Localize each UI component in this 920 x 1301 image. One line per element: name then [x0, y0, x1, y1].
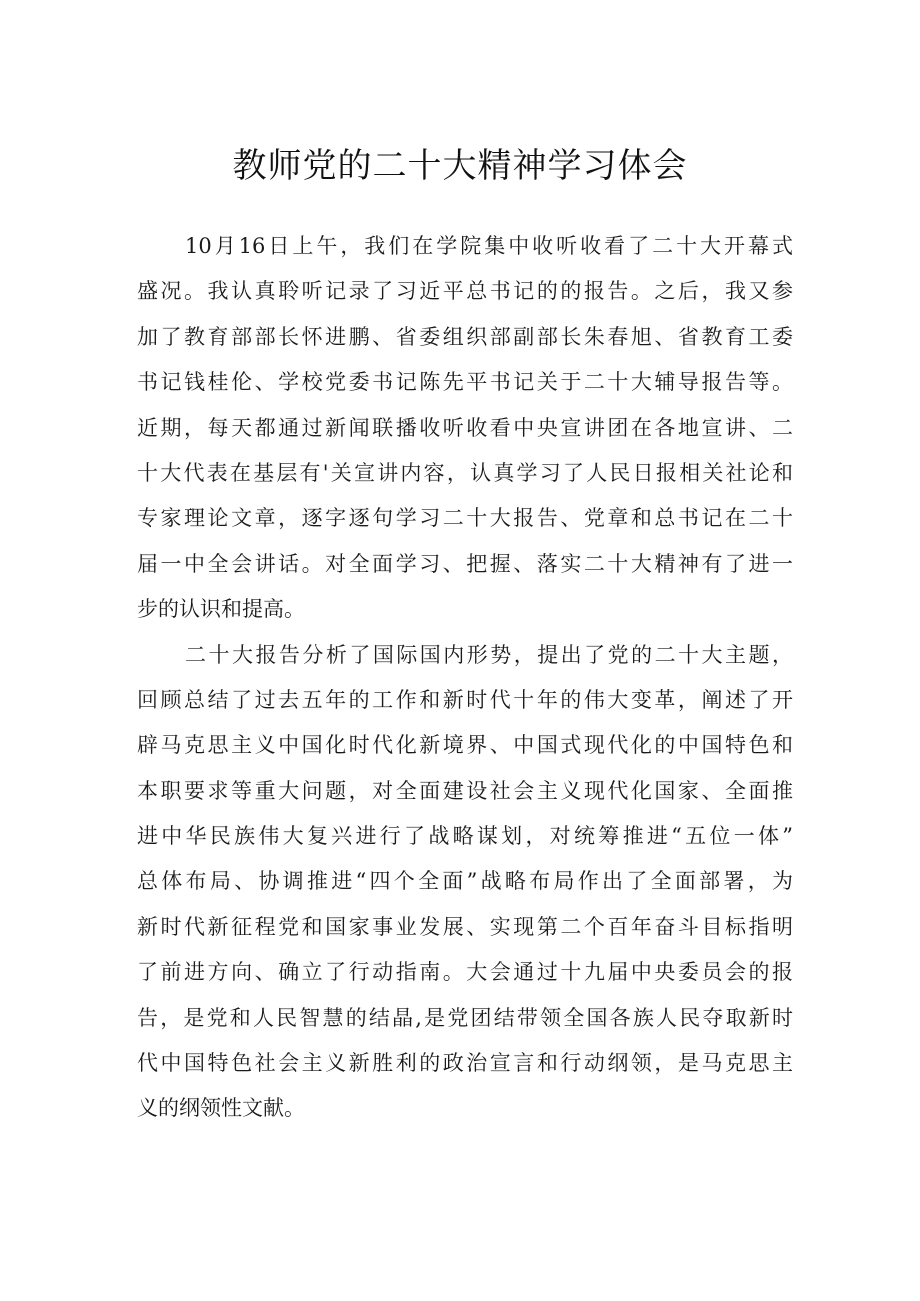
text-line: 总体布局、协调推进“四个全面”战略布局作出了全面部署，为 — [137, 869, 793, 894]
text-line: 10月16日上午，我们在学院集中收听收看了二十大开幕式 — [185, 234, 793, 258]
text-line: 加了教育部部长怀进鹏、省委组织部副部长朱春旭、省教育工委 — [137, 324, 793, 349]
text-line: 专家理论文章，逐字逐句学习二十大报告、党章和总书记在二十 — [137, 506, 793, 531]
document-title: 教师党的二十大精神学习体会 — [232, 146, 688, 186]
text-line: 本职要求等重大问题，对全面建设社会主义现代化国家、全面推 — [137, 778, 793, 803]
text-line: 十大代表在基层有'关宣讲内容，认真学习了人民日报相关社论和 — [137, 460, 793, 485]
text-line: 进中华民族伟大复兴进行了战略谋划，对统筹推进“五位一体” — [137, 824, 793, 849]
text-line: 辟马克思主义中国化时代化新境界、中国式现代化的中国特色和 — [137, 733, 793, 758]
text-line: 新时代新征程党和国家事业发展、实现第二个百年奋斗目标指明 — [137, 914, 793, 939]
paragraph-2 — [137, 633, 793, 1132]
text-line: 二十大报告分析了国际国内形势，提出了党的二十大主题， — [185, 642, 793, 667]
text-line: 义的纲领性文献。 — [137, 1096, 305, 1121]
text-line: 盛况。我认真聆听记录了习近平总书记的的报告。之后，我又参 — [137, 279, 793, 304]
document-body — [137, 224, 793, 1132]
text-line: 了前进方向、确立了行动指南。大会通过十九届中央委员会的报 — [137, 960, 793, 985]
text-line: 书记钱桂伦、学校党委书记陈先平书记关于二十大辅导报告等。 — [137, 370, 793, 395]
text-line: 告，是党和人民智慧的结晶,是党团结带领全国各族人民夺取新时 — [137, 1005, 793, 1030]
text-line: 代中国特色社会主义新胜利的政治宣言和行动纲领，是马克思主 — [137, 1051, 793, 1076]
text-line: 步的认识和提高。 — [137, 597, 305, 622]
text-line: 届一中全会讲话。对全面学习、把握、落实二十大精神有了进一 — [137, 551, 793, 576]
paragraph-1 — [137, 224, 793, 633]
text-line: 近期，每天都通过新闻联播收听收看中央宣讲团在各地宣讲、二 — [137, 415, 793, 440]
text-line: 回顾总结了过去五年的工作和新时代十年的伟大变革，阐述了开 — [137, 687, 793, 712]
